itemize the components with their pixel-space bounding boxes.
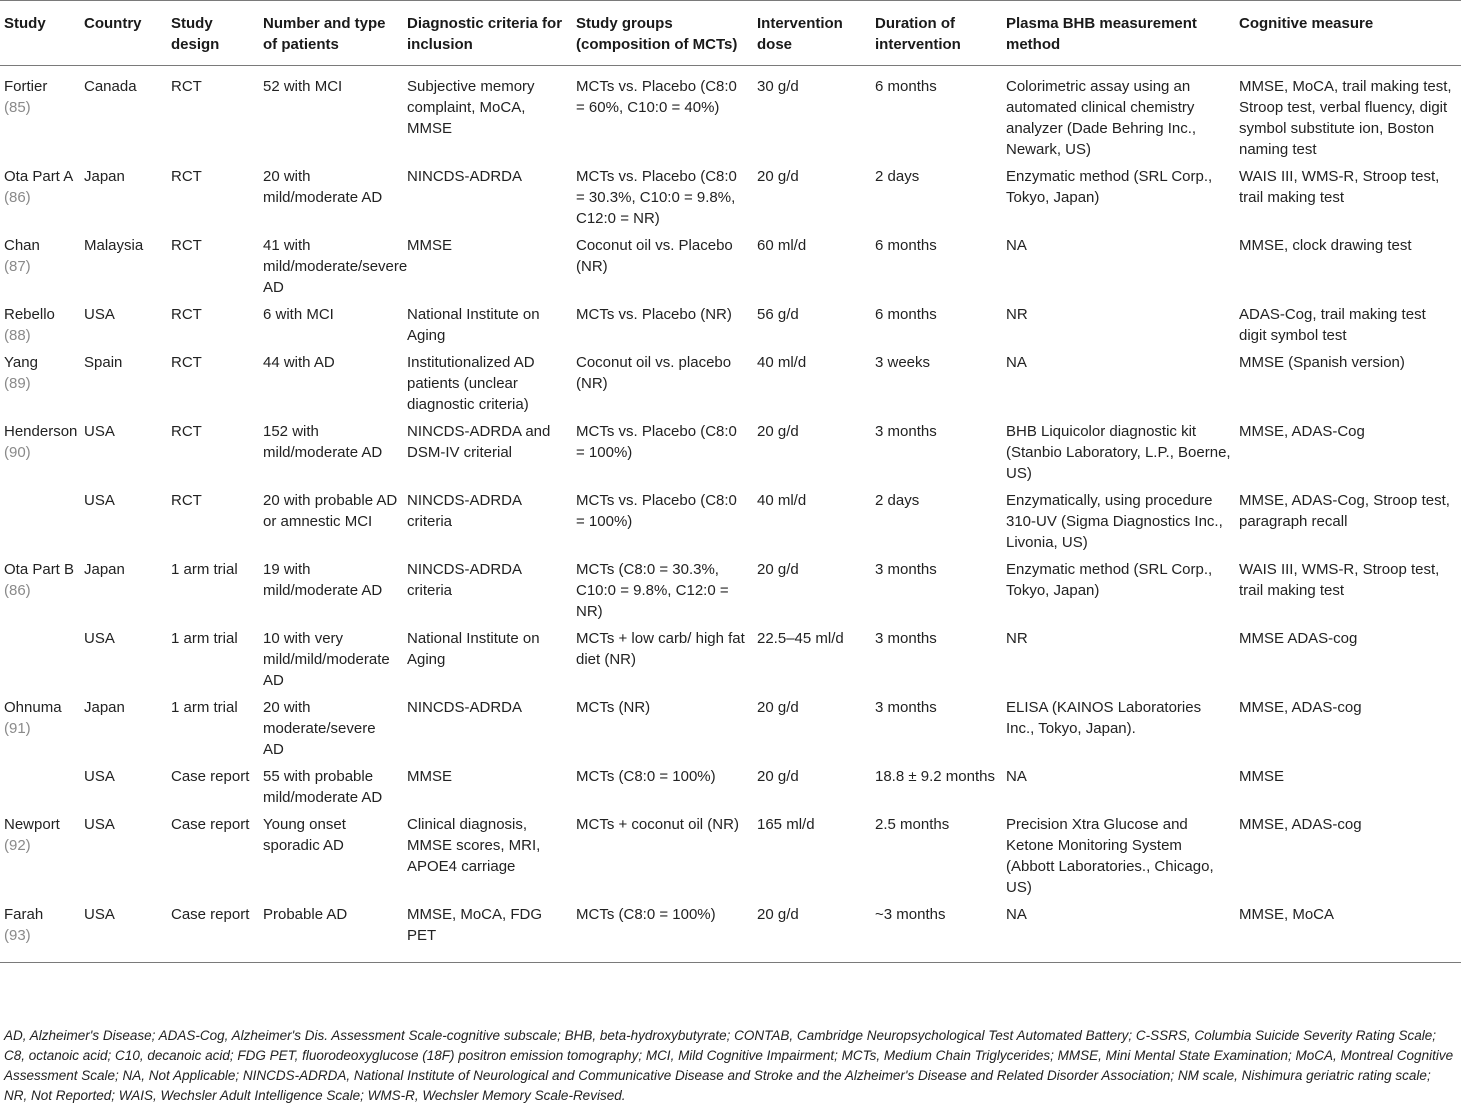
cell-bhb-method: Enzymatic method (SRL Corp., Tokyo, Japan) <box>1006 561 1213 599</box>
cell-patients: 52 with MCI <box>263 78 343 95</box>
cell-cognitive-measure: MMSE, MoCA, trail making test, Stroop test, verbal fluency, digit symbol substitute ion, Boston naming test <box>1239 78 1452 158</box>
cell-cognitive-measure: MMSE, ADAS-cog <box>1239 699 1362 716</box>
study-reference: (87) <box>4 258 31 275</box>
study-reference: (88) <box>4 327 31 344</box>
cell-bhb-method: NR <box>1006 306 1028 323</box>
cell-study-design: RCT <box>171 354 202 371</box>
cell-diagnostic-criteria: MMSE <box>407 237 452 254</box>
cell-country: USA <box>84 492 115 509</box>
study-name: Yang <box>4 354 38 371</box>
cell-intervention-dose: 56 g/d <box>757 306 799 323</box>
cell-country: USA <box>80 904 167 963</box>
study-reference: (91) <box>4 720 31 737</box>
cell-cognitive-measure: MMSE, clock drawing test <box>1239 237 1412 254</box>
cell-study-groups: MCTs vs. Placebo (C8:0 = 60%, C10:0 = 40%) <box>576 78 737 116</box>
cell-bhb-method: NA <box>1006 768 1027 785</box>
cell-study-groups: MCTs + coconut oil (NR) <box>576 816 739 833</box>
cell-bhb-method: ELISA (KAINOS Laboratories Inc., Tokyo, Japan). <box>1006 699 1202 737</box>
cell-cognitive-measure: MMSE ADAS-cog <box>1239 630 1358 647</box>
study-name: Farah <box>4 906 44 923</box>
table-body <box>0 66 1461 963</box>
cell-study-design: RCT <box>171 306 202 323</box>
cell-diagnostic-criteria: Subjective memory complaint, MoCA, MMSE <box>407 78 535 137</box>
cell-study-design: Case report <box>171 768 250 785</box>
table-row <box>0 766 1461 814</box>
cell-study-groups: MCTs (C8:0 = 100%) <box>576 768 716 785</box>
cell-study-groups: MCTs vs. Placebo (C8:0 = 100%) <box>576 423 737 461</box>
cell-country: Canada <box>84 78 137 95</box>
cell-study <box>0 166 80 235</box>
study-reference: (86) <box>4 582 31 599</box>
cell-country: USA <box>84 630 115 647</box>
cell-study <box>0 421 80 490</box>
header-bhb-method: Plasma BHB measurement method <box>1002 1 1235 66</box>
study-reference: (85) <box>4 99 31 116</box>
cell-country: Japan <box>84 168 125 185</box>
cell-cognitive-measure: ADAS-Cog, trail making test digit symbol test <box>1239 306 1426 344</box>
cell-intervention-dose: 165 ml/d <box>757 816 815 833</box>
cell-duration: ~3 months <box>871 904 1002 963</box>
cell-cognitive-measure: WAIS III, WMS-R, Stroop test, trail making test <box>1239 168 1440 206</box>
header-country: Country <box>80 1 167 66</box>
cell-country: Japan <box>84 699 125 716</box>
cell-study-groups: MCTs (C8:0 = 100%) <box>572 904 753 963</box>
cell-study <box>0 66 80 167</box>
table-footnote: AD, Alzheimer's Disease; ADAS-Cog, Alzheimer's Dis. Assessment Scale-cognitive subscale; BHB, beta-hydroxybutyrate; CONTAB, Cambridge Neuropsychological Test Automated Battery; C-SSRS, Columbia Suicide Severity Rating Scale; C8, octanoic acid; C10, decanoic acid; FDG PET, fluorodeoxyglucose (18F) positron emission tomography; MCI, Mild Cognitive Impairment; MCTs, Medium Chain Triglycerides; MMSE, Mini Mental State Examination; MoCA, Montreal Cognitive Assessment Scale; NA, Not Applicable; NINCDS-ADRDA, National Institute of Neurological and Communicative Disease and Stroke and the Alzheimer's Disease and Related Disorder Association; NM scale, Nishimura geriatric rating scale; NR, Not Reported; WAIS, Wechsler Adult Intelligence Scale; WMS-R, Wechsler Memory Scale-Revised. <box>4 1028 1454 1103</box>
cell-bhb-method: NA <box>1006 354 1027 371</box>
table-row <box>0 166 1461 235</box>
cell-diagnostic-criteria: National Institute on Aging <box>407 630 540 668</box>
cell-duration: 3 months <box>875 699 937 716</box>
cell-country: USA <box>84 423 115 440</box>
cell-duration: 18.8 ± 9.2 months <box>875 768 995 785</box>
cell-duration: 3 weeks <box>875 354 931 371</box>
table-row <box>0 66 1461 167</box>
table-row <box>0 490 1461 559</box>
cell-diagnostic-criteria: NINCDS-ADRDA and DSM-IV criterial <box>407 423 551 461</box>
cell-bhb-method: BHB Liquicolor diagnostic kit (Stanbio Laboratory, L.P., Boerne, US) <box>1006 423 1231 482</box>
cell-bhb-method: Enzymatic method (SRL Corp., Tokyo, Japan) <box>1006 168 1213 206</box>
cell-bhb-method: Precision Xtra Glucose and Ketone Monitoring System (Abbott Laboratories., Chicago, US) <box>1006 816 1214 896</box>
cell-duration: 3 months <box>875 630 937 647</box>
study-name: Ohnuma <box>4 699 62 716</box>
table-row <box>0 814 1461 904</box>
cell-intervention-dose: 20 g/d <box>753 904 871 963</box>
cell-study <box>0 766 80 814</box>
cell-duration: 6 months <box>875 306 937 323</box>
cell-duration: 6 months <box>875 78 937 95</box>
table-row <box>0 559 1461 628</box>
cell-patients: Probable AD <box>259 904 403 963</box>
cell-study-design: RCT <box>171 78 202 95</box>
cell-cognitive-measure: WAIS III, WMS-R, Stroop test, trail making test <box>1239 561 1440 599</box>
table-row <box>0 904 1461 963</box>
cell-diagnostic-criteria: NINCDS-ADRDA criteria <box>407 492 522 530</box>
cell-study-groups: Coconut oil vs. placebo (NR) <box>576 354 732 392</box>
cell-bhb-method: NA <box>1002 904 1235 963</box>
cell-diagnostic-criteria: MMSE <box>407 768 452 785</box>
header-diagnostic-criteria: Diagnostic criteria for inclusion <box>403 1 572 66</box>
cell-patients: 6 with MCI <box>263 306 334 323</box>
header-intervention-dose: Intervention dose <box>753 1 871 66</box>
cell-study-design: RCT <box>171 492 202 509</box>
cell-cognitive-measure: MMSE, ADAS-cog <box>1239 816 1362 833</box>
cell-intervention-dose: 20 g/d <box>757 168 799 185</box>
cell-study-groups: MCTs vs. Placebo (C8:0 = 100%) <box>576 492 737 530</box>
header-patients: Number and type of patients <box>259 1 403 66</box>
study-name: Newport <box>4 816 60 833</box>
cell-cognitive-measure: MMSE, MoCA <box>1235 904 1461 963</box>
cell-study-design: 1 arm trial <box>171 699 238 716</box>
cell-diagnostic-criteria: NINCDS-ADRDA criteria <box>407 561 522 599</box>
cell-study <box>0 352 80 421</box>
cell-patients: 20 with probable AD or amnestic MCI <box>263 492 398 530</box>
cell-patients: 55 with probable mild/moderate AD <box>263 768 383 806</box>
cell-country: USA <box>84 306 115 323</box>
cell-study-design: RCT <box>171 168 202 185</box>
table-row <box>0 628 1461 697</box>
cell-intervention-dose: 22.5–45 ml/d <box>757 630 844 647</box>
cell-bhb-method: NA <box>1006 237 1027 254</box>
cell-cognitive-measure: MMSE, ADAS-Cog <box>1239 423 1365 440</box>
cell-study-groups: MCTs + low carb/ high fat diet (NR) <box>576 630 745 668</box>
cell-diagnostic-criteria: MMSE, MoCA, FDG PET <box>403 904 572 963</box>
cell-diagnostic-criteria: Institutionalized AD patients (unclear diagnostic criteria) <box>407 354 535 413</box>
header-study-design: Study design <box>167 1 259 66</box>
cell-study-design: RCT <box>171 237 202 254</box>
table-row <box>0 235 1461 304</box>
cell-intervention-dose: 20 g/d <box>757 423 799 440</box>
cell-study <box>0 904 80 963</box>
cell-study-design: Case report <box>171 816 250 833</box>
cell-intervention-dose: 20 g/d <box>757 561 799 578</box>
cell-country: Spain <box>84 354 123 371</box>
table-row <box>0 304 1461 352</box>
cell-bhb-method: Colorimetric assay using an automated clinical chemistry analyzer (Dade Behring Inc., Newark, US) <box>1006 78 1197 158</box>
cell-study-groups: MCTs vs. Placebo (NR) <box>576 306 732 323</box>
cell-country: Japan <box>84 561 125 578</box>
cell-study-design: RCT <box>171 423 202 440</box>
table-header-row <box>0 1 1461 66</box>
cell-intervention-dose: 20 g/d <box>757 699 799 716</box>
cell-bhb-method: Enzymatically, using procedure 310-UV (Sigma Diagnostics Inc., Livonia, US) <box>1006 492 1223 551</box>
study-name: Ota Part B <box>4 561 75 578</box>
cell-patients: 20 with moderate/severe AD <box>263 699 376 758</box>
study-reference: (92) <box>4 837 31 854</box>
study-reference: (93) <box>4 927 31 944</box>
header-cognitive-measure: Cognitive measure <box>1235 1 1461 66</box>
cell-study-design: Case report <box>167 904 259 963</box>
cell-study-design: 1 arm trial <box>171 561 238 578</box>
cell-duration: 3 months <box>875 561 937 578</box>
cell-study-groups: Coconut oil vs. Placebo (NR) <box>576 237 733 275</box>
header-duration: Duration of intervention <box>871 1 1002 66</box>
header-study: Study <box>0 1 80 66</box>
cell-duration: 2 days <box>875 492 920 509</box>
table-row <box>0 352 1461 421</box>
table-row <box>0 697 1461 766</box>
cell-diagnostic-criteria: NINCDS-ADRDA <box>407 168 523 185</box>
cell-country: USA <box>84 816 115 833</box>
cell-study-design: 1 arm trial <box>171 630 238 647</box>
cell-study-groups: MCTs vs. Placebo (C8:0 = 30.3%, C10:0 = 9.8%, C12:0 = NR) <box>576 168 737 227</box>
study-reference: (90) <box>4 444 31 461</box>
cell-patients: Young onset sporadic AD <box>263 816 346 854</box>
cell-study <box>0 304 80 352</box>
cell-cognitive-measure: MMSE <box>1239 768 1284 785</box>
cell-country: USA <box>84 768 115 785</box>
cell-duration: 6 months <box>875 237 937 254</box>
study-name: Henderson <box>4 423 78 440</box>
cell-study <box>0 697 80 766</box>
cell-duration: 2 days <box>875 168 920 185</box>
cell-study <box>0 490 80 559</box>
study-name: Ota Part A <box>4 168 74 185</box>
cell-bhb-method: NR <box>1006 630 1028 647</box>
cell-patients: 20 with mild/moderate AD <box>263 168 383 206</box>
cell-cognitive-measure: MMSE (Spanish version) <box>1239 354 1405 371</box>
study-reference: (86) <box>4 189 31 206</box>
cell-intervention-dose: 40 ml/d <box>757 492 807 509</box>
cell-intervention-dose: 40 ml/d <box>757 354 807 371</box>
table-row <box>0 421 1461 490</box>
cell-intervention-dose: 20 g/d <box>757 768 799 785</box>
cell-duration: 3 months <box>875 423 937 440</box>
cell-study-groups: MCTs (C8:0 = 30.3%, C10:0 = 9.8%, C12:0 = NR) <box>576 561 729 620</box>
cell-patients: 41 with mild/moderate/severe AD <box>263 237 408 296</box>
cell-study <box>0 559 80 628</box>
header-study-groups: Study groups (composition of MCTs) <box>572 1 753 66</box>
cell-study <box>0 628 80 697</box>
cell-duration: 2.5 months <box>875 816 950 833</box>
cell-intervention-dose: 30 g/d <box>757 78 799 95</box>
cell-study <box>0 814 80 904</box>
study-name: Chan <box>4 237 40 254</box>
cell-diagnostic-criteria: National Institute on Aging <box>407 306 540 344</box>
cell-patients: 152 with mild/moderate AD <box>263 423 383 461</box>
study-name: Fortier <box>4 78 48 95</box>
cell-study-groups: MCTs (NR) <box>576 699 651 716</box>
cell-patients: 19 with mild/moderate AD <box>263 561 383 599</box>
cell-intervention-dose: 60 ml/d <box>757 237 807 254</box>
cell-diagnostic-criteria: NINCDS-ADRDA <box>407 699 523 716</box>
study-reference: (89) <box>4 375 31 392</box>
cell-study <box>0 235 80 304</box>
cell-patients: 10 with very mild/mild/moderate AD <box>263 630 390 689</box>
cell-diagnostic-criteria: Clinical diagnosis, MMSE scores, MRI, APOE4 carriage <box>407 816 541 875</box>
cell-country: Malaysia <box>84 237 144 254</box>
cell-patients: 44 with AD <box>263 354 335 371</box>
study-name: Rebello <box>4 306 55 323</box>
cell-cognitive-measure: MMSE, ADAS-Cog, Stroop test, paragraph recall <box>1239 492 1450 530</box>
